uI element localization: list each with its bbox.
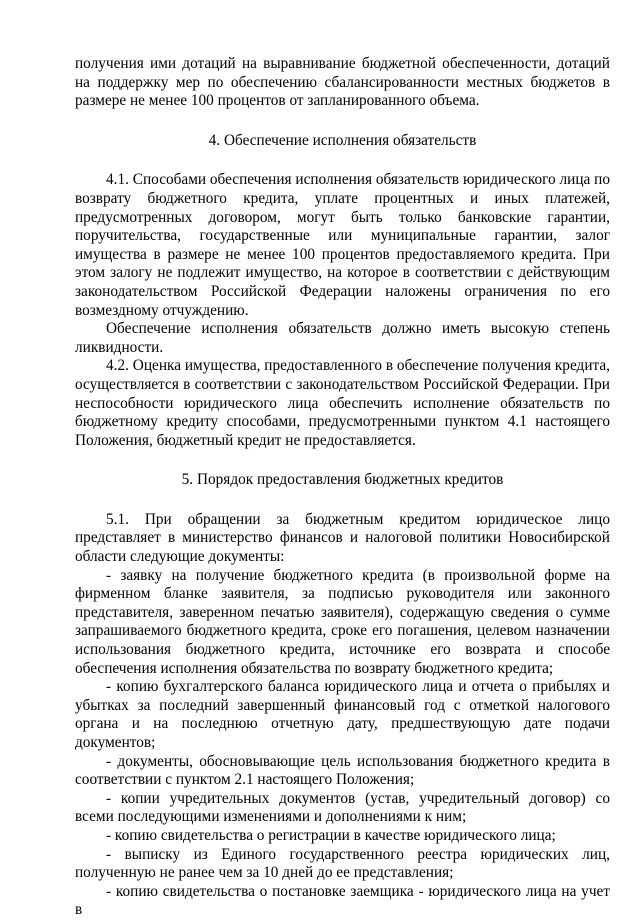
section-5-heading: 5. Порядок предоставления бюджетных кредитов: [181, 471, 504, 489]
list-item-balance-sheet: - копию бухгалтерского баланса юридического лица и отчета о прибылях и убытках за последний завершенный финансовый год с отметкой налогового органа и на последнюю отчетную дату, предшествующую дате подачи документов;: [75, 678, 610, 751]
section-4-heading: 4. Обеспечение исполнения обязательств: [208, 131, 477, 149]
intro-paragraph: получения ими дотаций на выравнивание бюджетной обеспеченности, дотаций на поддержку мер по обеспечению сбалансированности местных бюджетов в размере не менее 100 процентов от запланированного объема.: [75, 55, 610, 110]
list-item-tax-registration: - копию свидетельства о постановке заемщика - юридического лица на учет в: [75, 882, 610, 919]
paragraph-4-1: 4.1. Способами обеспечения исполнения обязательств юридического лица по возврату бюджетного кредита, уплате процентных и иных платежей, предусмотренных договором, могут быть только банковские гарантии, поручительства, государственные или муниципальные гарантии, залог имущества в размере не менее 100 процентов предоставляемого кредита. При этом залогу не подлежит имущество, на которое в соответствии с действующим законодательством Российской Федерации наложены ограничения по его возмездному отчуждению.: [75, 171, 610, 319]
list-item-registry-extract: - выписку из Единого государственного реестра юридических лиц, полученную не ранее чем за 10 дней до ее представления;: [75, 845, 610, 882]
paragraph-liquidity: Обеспечение исполнения обязательств должно иметь высокую степень ликвидности.: [75, 320, 610, 356]
document-page: [75, 55, 610, 920]
list-item-founding-documents: - копии учредительных документов (устав, учредительный договор) со всеми последующими изменениями и дополнениями к ним;: [75, 789, 610, 826]
paragraph-5-1: 5.1. При обращении за бюджетным кредитом юридическое лицо представляет в министерство финансов и налоговой политики Новосибирской области следующие документы:: [75, 510, 610, 566]
paragraph-4-2: 4.2. Оценка имущества, предоставленного в обеспечение получения кредита, осуществляется в соответствии с законодательством Российской Федерации. При неспособности юридического лица обеспечить исполнение обязательств по бюджетному кредиту способами, предусмотренными пунктом 4.1 настоящего Положения, бюджетный кредит не предоставляется.: [75, 357, 610, 449]
list-item-registration-certificate: - копию свидетельства о регистрации в качестве юридического лица;: [106, 826, 556, 844]
list-item-purpose-documents: - документы, обосновывающие цель использования бюджетного кредита в соответствии с пунктом 2.1 настоящего Положения;: [75, 752, 610, 789]
list-item-application: - заявку на получение бюджетного кредита (в произвольной форме на фирменном бланке заявителя, за подписью руководителя или законного представителя, заверенном печатью заявителя), содержащую сведения о сумме запрашиваемого бюджетного кредита, сроке его погашения, целевом назначении использования бюджетного кредита, источнике его возврата и способе обеспечения исполнения обязательства по возврату бюджетного кредита;: [75, 566, 610, 677]
